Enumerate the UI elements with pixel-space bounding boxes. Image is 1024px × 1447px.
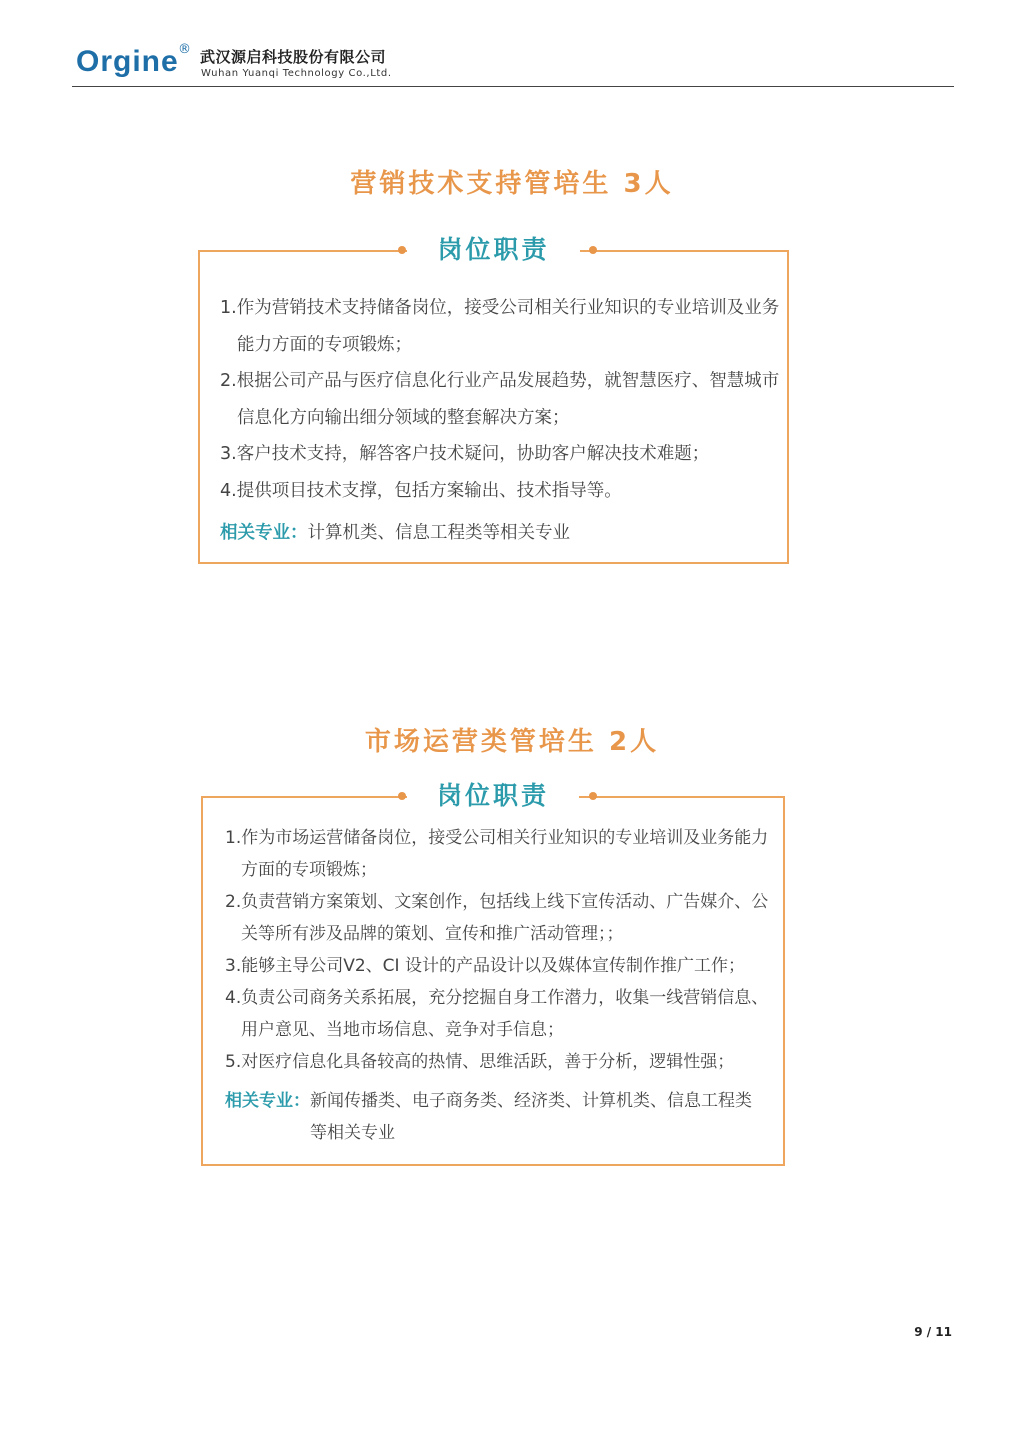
duty-item: 3.能够主导公司V2、CI 设计的产品设计以及媒体宣传制作推广工作； bbox=[225, 956, 745, 976]
box-title: 岗位职责 bbox=[407, 232, 579, 268]
duty-item: 4.提供项目技术支撑，包括方案输出、技术指导等。 bbox=[220, 480, 622, 501]
company-logo: Orgine bbox=[76, 45, 179, 78]
registered-mark: ® bbox=[178, 42, 191, 57]
page-header bbox=[72, 40, 954, 87]
related-majors-label: 相关专业： bbox=[220, 523, 308, 543]
company-name-en: Wuhan Yuanqi Technology Co.,Ltd. bbox=[201, 68, 392, 79]
dot-right-icon bbox=[589, 246, 597, 254]
duties-box-marketing-tech-support bbox=[198, 235, 789, 564]
section-title-marketing-tech-support: 营销技术支持管培生 3人 bbox=[350, 169, 674, 199]
duty-item: 1.作为市场运营储备岗位，接受公司相关行业知识的专业培训及业务能力方面的专项锻炼； bbox=[225, 828, 769, 880]
duty-item: 2.负责营销方案策划、文案创作，包括线上线下宣传活动、广告媒介、公关等所有涉及品牌的策划、宣传和推广活动管理；； bbox=[225, 892, 769, 944]
duty-item: 5.对医疗信息化具备较高的热情、思维活跃，善于分析，逻辑性强； bbox=[225, 1052, 735, 1072]
related-majors-label: 相关专业： bbox=[225, 1091, 310, 1111]
page-number: 9 / 11 bbox=[914, 1325, 952, 1339]
dot-left-icon bbox=[398, 246, 406, 254]
duty-item: 1.作为营销技术支持储备岗位，接受公司相关行业知识的专业培训及业务能力方面的专项锻炼； bbox=[220, 298, 780, 355]
section-title-market-operations: 市场运营类管培生 2人 bbox=[364, 727, 660, 757]
duty-item: 3.客户技术支持，解答客户技术疑问，协助客户解决技术难题； bbox=[220, 444, 710, 464]
duty-item: 2.根据公司产品与医疗信息化行业产品发展趋势，就智慧医疗、智慧城市信息化方向输出细分领域的整套解决方案； bbox=[220, 371, 780, 428]
company-name-cn: 武汉源启科技股份有限公司 bbox=[200, 48, 387, 66]
related-majors bbox=[225, 1085, 785, 1149]
box-title: 岗位职责 bbox=[407, 778, 579, 814]
box-title-row bbox=[200, 232, 787, 268]
duties-list bbox=[220, 290, 780, 551]
duties-box-market-operations bbox=[201, 781, 785, 1166]
duty-item: 4.负责公司商务关系拓展，充分挖掘自身工作潜力，收集一线营销信息、用户意见、当地市场信息、竞争对手信息； bbox=[225, 988, 769, 1040]
dot-left-icon bbox=[398, 792, 406, 800]
dot-right-icon bbox=[589, 792, 597, 800]
duties-list bbox=[225, 822, 785, 1149]
box-title-row bbox=[203, 778, 783, 814]
related-majors-value: 计算机类、信息工程类等相关专业 bbox=[307, 523, 570, 543]
related-majors bbox=[220, 515, 780, 551]
related-majors-value: 新闻传播类、电子商务类、经济类、计算机类、信息工程类等相关专业 bbox=[310, 1091, 752, 1143]
